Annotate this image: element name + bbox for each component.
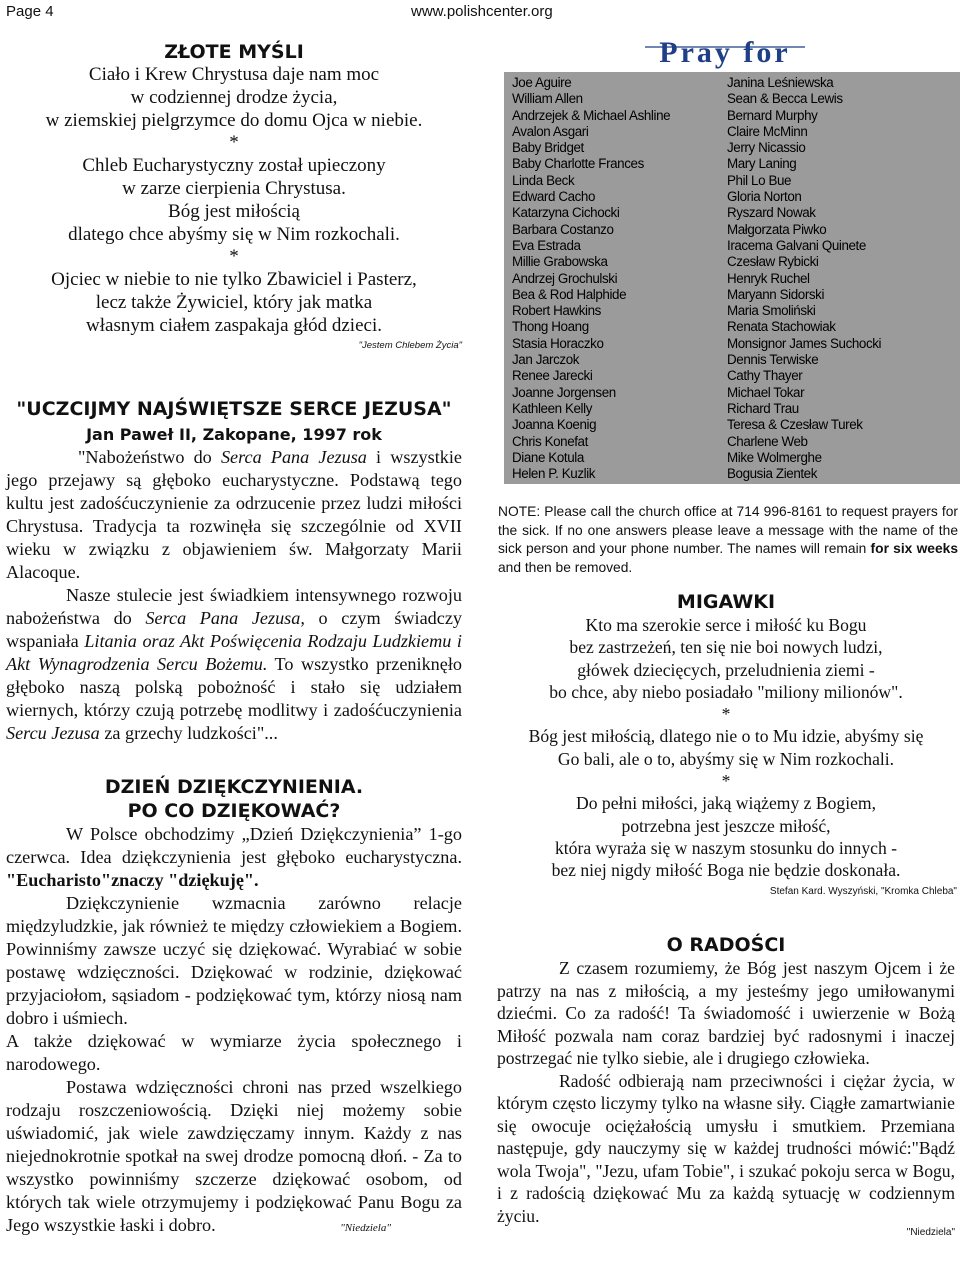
migawki-cite: Stefan Kard. Wyszyński, "Kromka Chleba" <box>769 885 957 897</box>
serce-subtitle: Jan Paweł II, Zakopane, 1997 rok <box>86 424 382 444</box>
zlote-mysli-line: własnym ciałem zaspakaja głód dzieci. <box>86 314 382 336</box>
text-span: Postawa wdzięczności chroni nas przed wszelkiego rodzaju roszczeniowością. Dzięki niej możemy sobie uświadomić, jak wiele zawdzięczamy innym. Każdy z nas niejednokrotnie spotkał na swej drodze pomocną dłoń. - Za to wszystko powinniśmy szczerze dziękować osobom, od których tak wiele otrzymujemy i podziękować Panu Bogu za Jego wszystkie łaski i dobro. <box>6 1076 462 1235</box>
prayer-name: Millie Grabowska <box>512 254 608 270</box>
prayer-name: Edward Cacho <box>512 189 596 205</box>
prayer-name: Robert Hawkins <box>512 303 601 319</box>
migawki-line: która wyraża się w naszym stosunku do innych - <box>554 837 898 858</box>
zlote-mysli-line: Chleb Eucharystyczny został upieczony <box>82 155 386 177</box>
prayer-name: Barbara Costanzo <box>512 221 614 237</box>
dzien-paragraph-4 <box>6 1076 462 1240</box>
text-span: za grzechy ludzkości"... <box>99 722 278 743</box>
radosc-title: O RADOŚCI <box>666 934 786 956</box>
zlote-mysli-line: Ojciec w niebie to nie tylko Zbawiciel i Pasterz, <box>51 269 417 291</box>
prayer-name: Sean & Becca Lewis <box>727 91 843 107</box>
prayer-name: Bernard Murphy <box>727 107 818 123</box>
prayer-name: Gloria Norton <box>727 189 802 205</box>
left-column <box>6 40 462 1240</box>
prayer-name: Małgorzata Piwko <box>727 221 827 237</box>
prayer-name: Mike Wolmerghe <box>727 449 822 465</box>
zlote-mysli-cite: "Jestem Chlebem Życia" <box>358 339 462 351</box>
prayer-name: Eva Estrada <box>512 237 581 253</box>
radosc-section <box>497 933 955 1238</box>
prayer-name: Baby Charlotte Frances <box>512 156 644 172</box>
migawki-line: potrzebna jest jeszcze miłość, <box>621 815 831 836</box>
text-span: o czym świadczy wspaniała <box>6 607 462 651</box>
prayer-names-right <box>727 75 881 482</box>
prayer-name: Cathy Thayer <box>727 368 803 384</box>
radosc-paragraph-2: Radość odbierają nam przeciwności i ciężar życia, w którym często liczymy tylko na własne siły. Ciągłe zamartwianie się owocuje ociężałością umysłu i smutkiem. Przemiana następuje, gdy nauczymy się w każdej trudności mówić:"Bądź wola Twoja", "Jezu, ufam Tobie", i szukać pokoju serca w Bogu, i z radością dziękować Mu za każdą sytuację w codziennym życiu. <box>497 1070 955 1226</box>
dzien-paragraph-2: Dziękczynienie wzmacnia zarówno relacje międzyludzkie, jak również te między człowiekiem a Bogiem. Powinniśmy zawsze uczyć się dziękować. Wyrabiać w sobie postawę wdzięczności. Dziękować w rodzinie, dziękować przyjaciołom, sąsiadom - podziękować tym, którzy niosą nam dobro i uśmiech. <box>6 892 462 1028</box>
prayer-name: Joe Aguire <box>512 75 572 90</box>
zlote-mysli-line: Ciało i Krew Chrystusa daje nam moc <box>88 64 380 85</box>
migawki-line: Bóg jest miłością, dlatego nie o to Mu idzie, abyśmy się <box>528 726 924 747</box>
prayer-name: Henryk Ruchel <box>727 270 810 286</box>
prayer-name: Andrzejek & Michael Ashline <box>512 107 671 123</box>
prayer-name: Jan Jarczok <box>512 352 580 368</box>
prayer-name: Joanne Jorgensen <box>512 384 616 400</box>
zlote-mysli-line: * <box>229 132 239 154</box>
zlote-mysli-line: lecz także Żywiciel, który jak matka <box>95 291 373 313</box>
text-bold: "Eucharisto"znaczy "dziękuję". <box>6 869 259 890</box>
prayer-name: Joanna Koenig <box>512 417 597 433</box>
site-url[interactable]: www.polishcenter.org <box>411 3 553 20</box>
text-bold: for six weeks <box>870 541 958 557</box>
text-span: To wszystko przeniknęło głęboko naszą polską pobożność i stało się udziałem wiernych, którzy czują potrzebę modlitwy i zadośćuczynienia <box>6 653 462 720</box>
prayer-name: Stasia Horaczko <box>512 335 604 351</box>
dzien-paragraph-1 <box>6 823 462 892</box>
prayer-name: Kathleen Kelly <box>512 400 593 416</box>
prayer-name: Thong Hoang <box>512 319 589 335</box>
prayer-name: Bea & Rod Halphide <box>512 286 627 302</box>
text-italic: Litania oraz Akt Poświęcenia Rodzaju Ludzkiemu i Akt Wynagrodzenia Sercu Bożemu. <box>6 630 462 674</box>
migawki-section <box>495 590 957 897</box>
text-span: Nasze stulecie jest świadkiem intensywnego rozwoju nabożeństwa do <box>6 584 462 628</box>
prayer-name: Katarzyna Cichocki <box>512 205 620 221</box>
migawki-line: główek dziecięcych, przeludnienia ziemi - <box>577 659 875 680</box>
zlote-mysli-title: ZŁOTE MYŚLI <box>164 41 304 63</box>
dzien-cite: "Niedziela" <box>340 1221 391 1234</box>
zlote-mysli-line: * <box>229 246 239 268</box>
prayer-name: Avalon Asgari <box>512 123 589 139</box>
prayer-name: William Allen <box>512 91 583 107</box>
prayer-names-left <box>512 75 670 482</box>
prayer-name: Claire McMinn <box>727 123 808 139</box>
prayer-name: Maria Smoliński <box>727 303 816 319</box>
prayer-name: Diane Kotula <box>512 449 584 465</box>
prayer-name: Czesław Rybicki <box>727 254 819 270</box>
migawki-title: MIGAWKI <box>676 591 776 613</box>
migawki-line: Do pełni miłości, jaką wiążemy z Bogiem, <box>576 793 876 814</box>
prayer-name: Renee Jarecki <box>512 368 593 384</box>
prayer-name: Iracema Galvani Quinete <box>727 237 866 253</box>
prayer-name: Bogusia Zientek <box>727 466 818 482</box>
pray-for-logo <box>645 38 805 72</box>
prayer-name: Renata Stachowiak <box>727 319 836 335</box>
migawki-line: bez zastrzeżeń, ten się nie boi nowych ludzi, <box>569 637 883 658</box>
prayer-name: Charlene Web <box>727 433 808 449</box>
prayer-name: Michael Tokar <box>727 384 805 400</box>
prayer-name: Linda Beck <box>512 172 575 188</box>
migawki-line: Kto ma szerokie serce i miłość ku Bogu <box>585 615 867 635</box>
text-span: NOTE: Please call the church office at 714 996-8161 to request prayers for the sick. If no one answers please leave a message with the name of the sick person and your phone number. The names will remain <box>498 504 958 557</box>
prayer-name: Baby Bridget <box>512 140 584 156</box>
page-number: Page 4 <box>6 3 54 20</box>
prayer-name: Maryann Sidorski <box>727 286 825 302</box>
text-span: i wszystkie jego przejawy są głęboko eucharystyczne. Podstawą tego kultu jest zadośćuczynienie za odrzucenie przez ludzi miłości Chrystusa. Tradycja ta rozwinęła się szczególnie od XVII wieku w związku z objawieniem św. Małgorzaty Marii Alacoque. <box>6 446 462 582</box>
prayer-name: Phil Lo Bue <box>727 172 792 188</box>
zlote-mysli-line: w ziemskiej pielgrzymce do domu Ojca w niebie. <box>45 109 423 131</box>
migawki-line: * <box>721 771 731 792</box>
migawki-line: bo chce, aby niebo posiadało "miliony milionów". <box>549 681 903 702</box>
prayer-name: Dennis Terwiske <box>727 352 819 368</box>
text-span: and then be removed. <box>498 559 633 575</box>
dzien-title-1: DZIEŃ DZIĘKCZYNIENIA. <box>104 775 364 798</box>
prayer-name: Teresa & Czesław Turek <box>727 417 863 433</box>
prayer-note <box>498 503 958 577</box>
zlote-mysli-line: dlatego chce abyśmy się w Nim rozkochali. <box>68 223 400 245</box>
prayer-name: Helen P. Kuzlik <box>512 466 596 482</box>
text-span: W Polsce obchodzimy „Dzień Dziękczynienia” 1-go czerwca. Idea dziękczynienia jest głęboko eucharystyczna. <box>6 823 462 867</box>
migawki-line: Go bali, ale o to, abyśmy się w Nim rozkochali. <box>557 748 895 769</box>
dzien-title-2: PO CO DZIĘKOWAĆ? <box>127 799 341 822</box>
prayer-name: Jerry Nicassio <box>727 140 806 156</box>
text-span: "Nabożeństwo do <box>78 446 221 467</box>
dzien-paragraph-3: A także dziękować w wymiarze życia społecznego i narodowego. <box>6 1030 462 1074</box>
radosc-paragraph-1: Z czasem rozumiemy, że Bóg jest naszym Ojcem i że patrzy na nas z miłością, a my jesteśmy jego umiłowanymi dziećmi. Co za radość! Ta świadomość i uwierzenie w Bożą Miłość pozwala nam coraz bardziej być radosnymi i inaczej postrzegać nie tylko siebie, ale i drugiego człowieka. <box>497 958 955 1068</box>
prayer-name: Janina Leśniewska <box>727 75 834 90</box>
migawki-line: * <box>721 704 731 725</box>
migawki-line: bez niej nigdy miłość Boga nie będzie doskonała. <box>551 860 901 881</box>
prayer-name: Chris Konefat <box>512 433 588 449</box>
prayer-name: Richard Trau <box>727 400 799 416</box>
radosc-cite: "Niedziela" <box>906 1227 955 1238</box>
prayer-name: Mary Laning <box>727 156 797 172</box>
zlote-mysli-line: w zarze cierpienia Chrystusa. <box>122 177 346 199</box>
serce-paragraph-1 <box>6 446 462 584</box>
pray-for-logo-text: Pray for <box>659 38 791 69</box>
prayer-name: Ryszard Nowak <box>727 205 816 221</box>
zlote-mysli-lines <box>6 64 462 338</box>
text-italic: Serca Pana Jezusa <box>220 446 367 467</box>
prayer-name: Monsignor James Suchocki <box>727 335 882 351</box>
serce-paragraph-2 <box>6 584 462 745</box>
zlote-mysli-line: w codziennej drodze życia, <box>130 86 338 108</box>
text-italic: Sercu Jezusa <box>6 722 100 743</box>
zlote-mysli-line: Bóg jest miłością <box>168 200 300 222</box>
text-italic: Serca Pana Jezusa, <box>145 607 305 628</box>
serce-title: "UCZCIJMY NAJŚWIĘTSZE SERCE JEZUSA" <box>16 397 452 420</box>
prayer-name: Andrzej Grochulski <box>512 270 618 286</box>
